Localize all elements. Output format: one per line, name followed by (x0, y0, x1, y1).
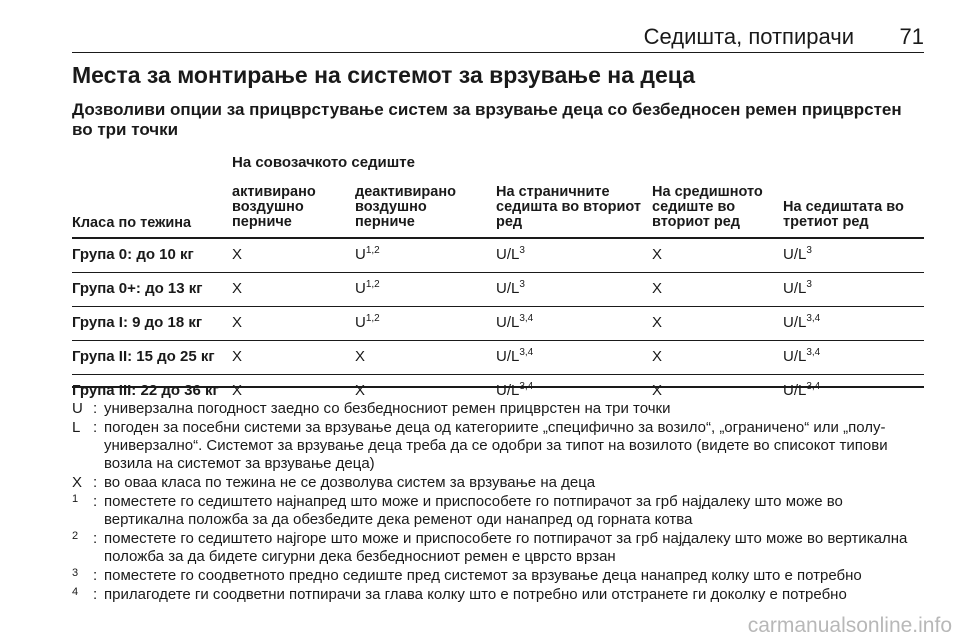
cell-airbag-off: U$^{1,2}$ (355, 245, 380, 263)
cell-row3: $U/L^{3,4}$ (783, 347, 821, 365)
legend-item: 2 : поместете го седиштето најгоре што може и приспособете го потпирачот за грб најдалеку што може во вертикална положба за да бидете сигурни дека безбедносниот ремен е цврсто врзан (72, 530, 924, 566)
page-heading: Места за монтирање на систeмот за врзување на деца (72, 62, 695, 88)
row-divider (72, 306, 924, 307)
legend-item: L : погоден за посебни системи за врзување деца од категориите „специфично за возило“, „ограничено“ или „полу-универзално“. Системот за врзување деца треба да се одобри за типот на возилото (видете во списокот типови возила на системот за врзување деца) (72, 419, 924, 473)
col-header-middle-seat-row2: На средишното седиште во вториот ред (652, 184, 763, 230)
weight-class-cell: Група II: 15 до 25 кг (72, 348, 215, 365)
col-header-airbag-on: активирано воздушно перниче (232, 184, 316, 230)
legend-key: 4 (72, 586, 79, 598)
weight-class-cell: Група 0+: до 13 кг (72, 280, 203, 297)
legend-item: 1 : поместете го седиштето најнапред што може и приспособете го потпирачот за грб најдалеку што може во вертикална положба за да обезбедите дека ременот оди нанапред од горната котва (72, 493, 924, 529)
legend (72, 400, 924, 605)
cell-airbag-on: X (232, 382, 243, 399)
legend-key: 1 (72, 493, 79, 505)
legend-key: 2 (72, 530, 79, 542)
cell-row3: $U/L^3$ (783, 279, 812, 297)
page-subheading: Дозволиви опции за прицврстување систем за врзување деца со безбедносен ремен прицврстен во три точки (72, 100, 902, 139)
table-row (72, 310, 924, 338)
legend-text: универзална погодност заедно со безбедносниот ремен прицврстен на три точки (104, 400, 671, 417)
cell-side-row2: $U/L^3$ (496, 279, 525, 297)
legend-text: погоден за посебни системи за врзување деца од категориите „специфично за возило“, „ограничено“ или „полу-универзално“. Системот за врзување деца треба да се одобри за типот на возилото (видете во списокот типови возила на системот за врзување деца) (104, 419, 888, 472)
cell-row3: $U/L^{3,4}$ (783, 381, 821, 399)
legend-item: 4 : прилагодете ги соодветни потпирачи за глава колку што е потребно или отстранете ги доколку е потребно (72, 586, 924, 604)
cell-middle-row2: X (652, 246, 663, 263)
col-header-airbag-off: деактивирано воздушно перниче (355, 184, 456, 230)
col-header-weight-class: Класа по тежина (72, 215, 192, 231)
table-bottom-rule (72, 386, 924, 388)
cell-airbag-on: X (232, 348, 243, 365)
cell-side-row2: $U/L^{3,4}$ (496, 347, 534, 365)
table-header-rule (72, 237, 924, 239)
row-divider (72, 374, 924, 375)
cell-middle-row2: X (652, 348, 663, 365)
legend-text: поместете го седиштето најгоре што може и приспособете го потпирачот за грб најдалеку што може во вертикална положба за да бидете сигурни дека безбедносниот ремен е цврсто врзан (104, 530, 908, 565)
cell-airbag-off: X (355, 382, 366, 399)
table-row (72, 344, 924, 372)
cell-airbag-on: X (232, 314, 243, 331)
legend-item: 3 : поместете го соодветното предно седиште пред системот за врзување деца нанапред колку што е потребно (72, 567, 924, 585)
row-divider (72, 340, 924, 341)
legend-text: прилагодете ги соодветни потпирачи за глава колку што е потребно или отстранете ги доколку е потребно (104, 586, 847, 603)
cell-airbag-off: X (355, 348, 366, 365)
legend-text: во оваа класа по тежина не се дозволува систем за врзување на деца (104, 474, 596, 491)
section-title: Седишта, потпирачи (643, 24, 854, 49)
legend-text: поместете го седиштето најнапред што може и приспособете го потпирачот за грб најдалеку што може во вертикална положба за да обезбедите дека ременот оди нанапред од горната котва (104, 493, 843, 528)
weight-class-cell: Група 0: до 10 кг (72, 246, 194, 263)
cell-airbag-off: U$^{1,2}$ (355, 313, 380, 331)
cell-airbag-on: X (232, 246, 243, 263)
cell-row3: $U/L^3$ (783, 245, 812, 263)
col-header-side-seats-row2: На страничните седишта во вториот ред (496, 184, 641, 230)
legend-key: X (72, 474, 83, 491)
page-number: 71 (899, 24, 924, 49)
cell-side-row2: $U/L^{3,4}$ (496, 313, 534, 331)
legend-item: U : универзална погодност заедно со безбедносниот ремен прицврстен на три точки (72, 400, 924, 418)
table-row (72, 242, 924, 270)
legend-text: поместете го соодветното предно седиште пред системот за врзување деца нанапред колку што е потребно (104, 567, 862, 584)
header-rule (72, 52, 924, 53)
legend-key: 3 (72, 567, 79, 579)
legend-item: X : во оваа класа по тежина не се дозволува систем за врзување на деца (72, 474, 924, 492)
page-header (72, 22, 924, 56)
legend-key: U (72, 400, 83, 417)
legend-key: L (72, 419, 81, 436)
cell-airbag-off: U$^{1,2}$ (355, 279, 380, 297)
col-header-row3: На седиштата во третиот ред (783, 199, 904, 230)
cell-middle-row2: X (652, 314, 663, 331)
cell-row3: $U/L^{3,4}$ (783, 313, 821, 331)
cell-airbag-on: X (232, 280, 243, 297)
cell-middle-row2: X (652, 382, 663, 399)
cell-side-row2: $U/L^{3,4}$ (496, 381, 534, 399)
row-divider (72, 272, 924, 273)
watermark: carmanualsonline.info (747, 614, 952, 637)
table-row (72, 276, 924, 304)
weight-class-cell: Група I: 9 до 18 кг (72, 314, 203, 331)
cell-middle-row2: X (652, 280, 663, 297)
table-group-header: На совозачкото седиште (232, 154, 415, 171)
weight-class-cell: Група III: 22 до 36 кг (72, 382, 219, 399)
cell-side-row2: $U/L^3$ (496, 245, 525, 263)
